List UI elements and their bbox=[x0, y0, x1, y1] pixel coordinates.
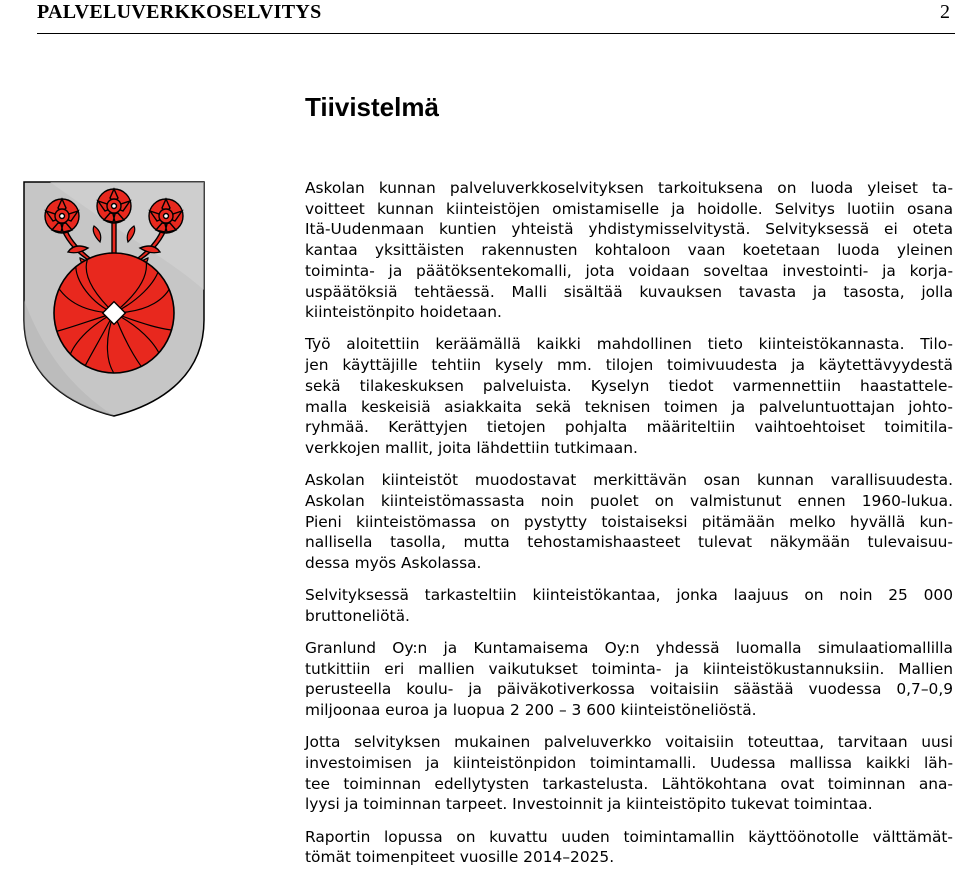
summary-paragraph-2 bbox=[305, 334, 953, 458]
text-line: voitteet kunnan kiinteistöjen omistamiselle ja hoidolle. Selvitys luotiin osana bbox=[305, 199, 953, 218]
text-line: lyysi ja toiminnan tarpeet. Investoinnit ja kiinteistöpito tukevat toimintaa. bbox=[305, 795, 873, 814]
page-number: 2 bbox=[940, 1, 950, 23]
page-title: Tiivistelmä bbox=[305, 92, 439, 122]
text-line: Jotta selvityksen mukainen palveluverkko voitaisiin toteuttaa, tarvitaan uusi bbox=[305, 733, 953, 752]
summary-paragraph-7 bbox=[305, 827, 953, 868]
text-line: uspäätöksiä tehtäessä. Malli sisältää kuvauksen tavasta ja tasosta, jolla bbox=[305, 282, 953, 301]
text-line: perusteella koulu- ja päiväkotiverkossa voitaisiin säästää vuodessa 0,7–0,9 bbox=[305, 680, 953, 699]
text-line: tutkittiin eri mallien vaikutukset toiminta- ja kiinteistökustannuksiin. Mallien bbox=[305, 659, 953, 678]
summary-paragraph-4 bbox=[305, 585, 953, 626]
text-line: tee toiminnan edellytysten tarkastelusta. Lähtökohtana ovat toiminnan ana- bbox=[305, 774, 953, 793]
coat-of-arms-icon bbox=[20, 180, 208, 418]
text-line: Askolan kiinteistöt muodostavat merkittävän osan kunnan varallisuudesta. bbox=[305, 471, 953, 490]
text-line: Selvityksessä tarkasteltiin kiinteistökantaa, jonka laajuus on noin 25 000 bbox=[305, 586, 953, 605]
summary-paragraph-3 bbox=[305, 470, 953, 574]
summary-body bbox=[305, 178, 953, 880]
text-line: sekä tilakeskuksen palveluista. Kyselyn tiedot varmennettiin haastattele- bbox=[305, 376, 953, 395]
text-line: Raportin lopussa on kuvattu uuden toimintamallin käyttöönotolle välttämät- bbox=[305, 827, 953, 846]
text-line: Pieni kiinteistömassa on pystytty toistaiseksi pitämään melko hyvällä kun- bbox=[305, 512, 953, 531]
text-line: jen käyttäjille tehtiin kysely mm. tilojen toimivuudesta ja käytettävyydestä bbox=[305, 356, 953, 375]
text-line: toiminta- ja päätöksentekomalli, jota voidaan soveltaa investointi- ja korja- bbox=[305, 261, 953, 280]
text-line: dessa myös Askolassa. bbox=[305, 553, 482, 572]
text-line: investoimisen ja kiinteistönpidon toimintamalli. Uudessa mallissa kaikki läh- bbox=[305, 754, 953, 773]
text-line: Askolan kiinteistömassasta noin puolet on valmistunut ennen 1960-lukua. bbox=[305, 491, 953, 510]
summary-paragraph-6 bbox=[305, 732, 953, 815]
text-line: verkkojen mallit, joita lähdettiin tutkimaan. bbox=[305, 438, 638, 457]
text-line: Työ aloitettiin keräämällä kaikki mahdollinen tieto kiinteistökannasta. Tilo- bbox=[305, 335, 953, 354]
header-rule bbox=[37, 33, 955, 34]
text-line: tömät toimenpiteet vuosille 2014–2025. bbox=[305, 848, 615, 867]
text-line: Itä-Uudenmaan kuntien yhteistä yhdistymisselvitystä. Selvityksessä ei oteta bbox=[305, 220, 953, 239]
text-line: kiinteistönpito hoidetaan. bbox=[305, 303, 502, 322]
text-line: ryhmää. Kerättyjen tietojen pohjalta määriteltiin vaihtoehtoiset toimitila- bbox=[305, 418, 953, 437]
text-line: Askolan kunnan palveluverkkoselvityksen tarkoituksena on luoda yleiset ta- bbox=[305, 179, 953, 197]
text-line: malla keskeisiä asiakkaita sekä teknisen toimen ja palveluntuottajan johto- bbox=[305, 397, 953, 416]
text-line: kantaa yksittäisten rakennusten kohtaloon vaan koetetaan luoda yleinen bbox=[305, 241, 953, 260]
summary-paragraph-5 bbox=[305, 638, 953, 721]
text-line: bruttoneliötä. bbox=[305, 606, 410, 625]
summary-paragraph-1 bbox=[305, 178, 953, 323]
text-line: Granlund Oy:n ja Kuntamaisema Oy:n yhdessä luomalla simulaatiomallilla bbox=[305, 639, 953, 658]
text-line: nallisella tasolla, mutta tehostamishaasteet tulevat näkymään tulevaisuu- bbox=[305, 533, 953, 552]
text-line: miljoonaa euroa ja luopua 2 200 – 3 600 kiinteistöneliöstä. bbox=[305, 701, 757, 720]
running-header-title: PALVELUVERKKOSELVITYS bbox=[37, 1, 322, 23]
